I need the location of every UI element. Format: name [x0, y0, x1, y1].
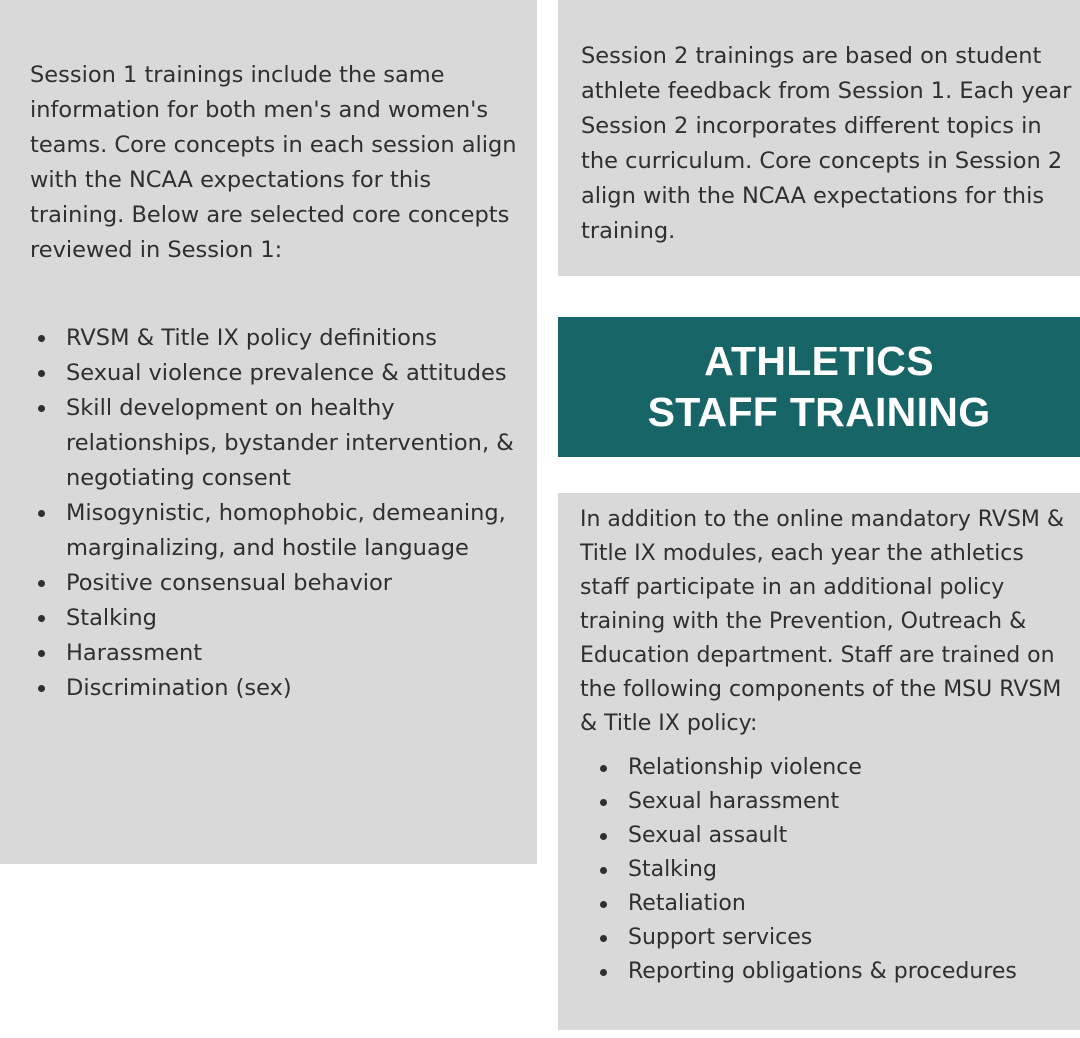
bullet-icon: [38, 580, 45, 587]
list-item-text: Sexual assault: [628, 823, 788, 848]
bullet-icon: [38, 405, 45, 412]
session2-panel: [558, 0, 1080, 276]
list-item: [628, 921, 1070, 955]
list-item-text: Harassment: [66, 640, 203, 666]
list-item-text: Sexual violence prevalence & attitudes: [66, 360, 507, 386]
bullet-icon: [600, 901, 607, 908]
bullet-icon: [38, 510, 45, 517]
list-item: [66, 321, 517, 356]
bullet-icon: [600, 867, 607, 874]
list-item: [628, 751, 1070, 785]
list-item-text: Retaliation: [628, 891, 746, 916]
banner-title-line2: STAFF TRAINING: [647, 389, 991, 435]
list-item-text: Sexual harassment: [628, 789, 840, 814]
list-item-text: Support services: [628, 925, 813, 950]
list-item: [628, 955, 1070, 989]
staff-training-intro: In addition to the online mandatory RVSM & Title IX modules, each year the athletics staff participate in an additional policy training with the Prevention, Outreach & Education department. Staff are trained on the following components of the MSU RVSM & Title IX policy:: [580, 507, 1065, 736]
list-item: [66, 636, 517, 671]
list-item: [628, 785, 1070, 819]
staff-training-panel: [558, 493, 1080, 1030]
list-item-text: Reporting obligations & procedures: [628, 959, 1017, 984]
bullet-icon: [600, 833, 607, 840]
list-item: [66, 496, 517, 566]
athletics-staff-training-banner: [558, 317, 1080, 457]
bullet-icon: [600, 969, 607, 976]
bullet-icon: [38, 335, 45, 342]
session1-core-concepts-list: [30, 321, 517, 706]
list-item: [628, 887, 1070, 921]
list-item: [628, 853, 1070, 887]
list-item: [66, 566, 517, 601]
list-item: [66, 391, 517, 496]
list-item-text: RVSM & Title IX policy definitions: [66, 325, 437, 351]
list-item-text: Stalking: [628, 857, 717, 882]
list-item-text: Stalking: [66, 605, 157, 631]
list-item: [66, 356, 517, 391]
bullet-icon: [38, 370, 45, 377]
session1-panel: [0, 0, 537, 864]
list-item-text: Skill development on healthy relationships, bystander intervention, & negotiating consent: [66, 395, 514, 491]
bullet-icon: [600, 799, 607, 806]
bullet-icon: [38, 615, 45, 622]
bullet-icon: [38, 650, 45, 657]
list-item-text: Misogynistic, homophobic, demeaning, marginalizing, and hostile language: [66, 500, 506, 561]
list-item: [66, 671, 517, 706]
session1-intro: Session 1 trainings include the same information for both men's and women's teams. Core concepts in each session align with the NCAA expectations for this training. Below are selected core concepts reviewed in Session 1:: [30, 62, 517, 263]
list-item-text: Relationship violence: [628, 755, 862, 780]
bullet-icon: [38, 685, 45, 692]
list-item: [66, 601, 517, 636]
staff-training-components-list: [580, 751, 1070, 989]
list-item-text: Discrimination (sex): [66, 675, 292, 701]
list-item: [628, 819, 1070, 853]
bullet-icon: [600, 935, 607, 942]
session2-text: Session 2 trainings are based on student athlete feedback from Session 1. Each year Session 2 incorporates different topics in the curriculum. Core concepts in Session 2 align with the NCAA expectations for this training.: [581, 43, 1072, 244]
list-item-text: Positive consensual behavior: [66, 570, 393, 596]
banner-title-line1: ATHLETICS: [704, 338, 934, 384]
bullet-icon: [600, 765, 607, 772]
